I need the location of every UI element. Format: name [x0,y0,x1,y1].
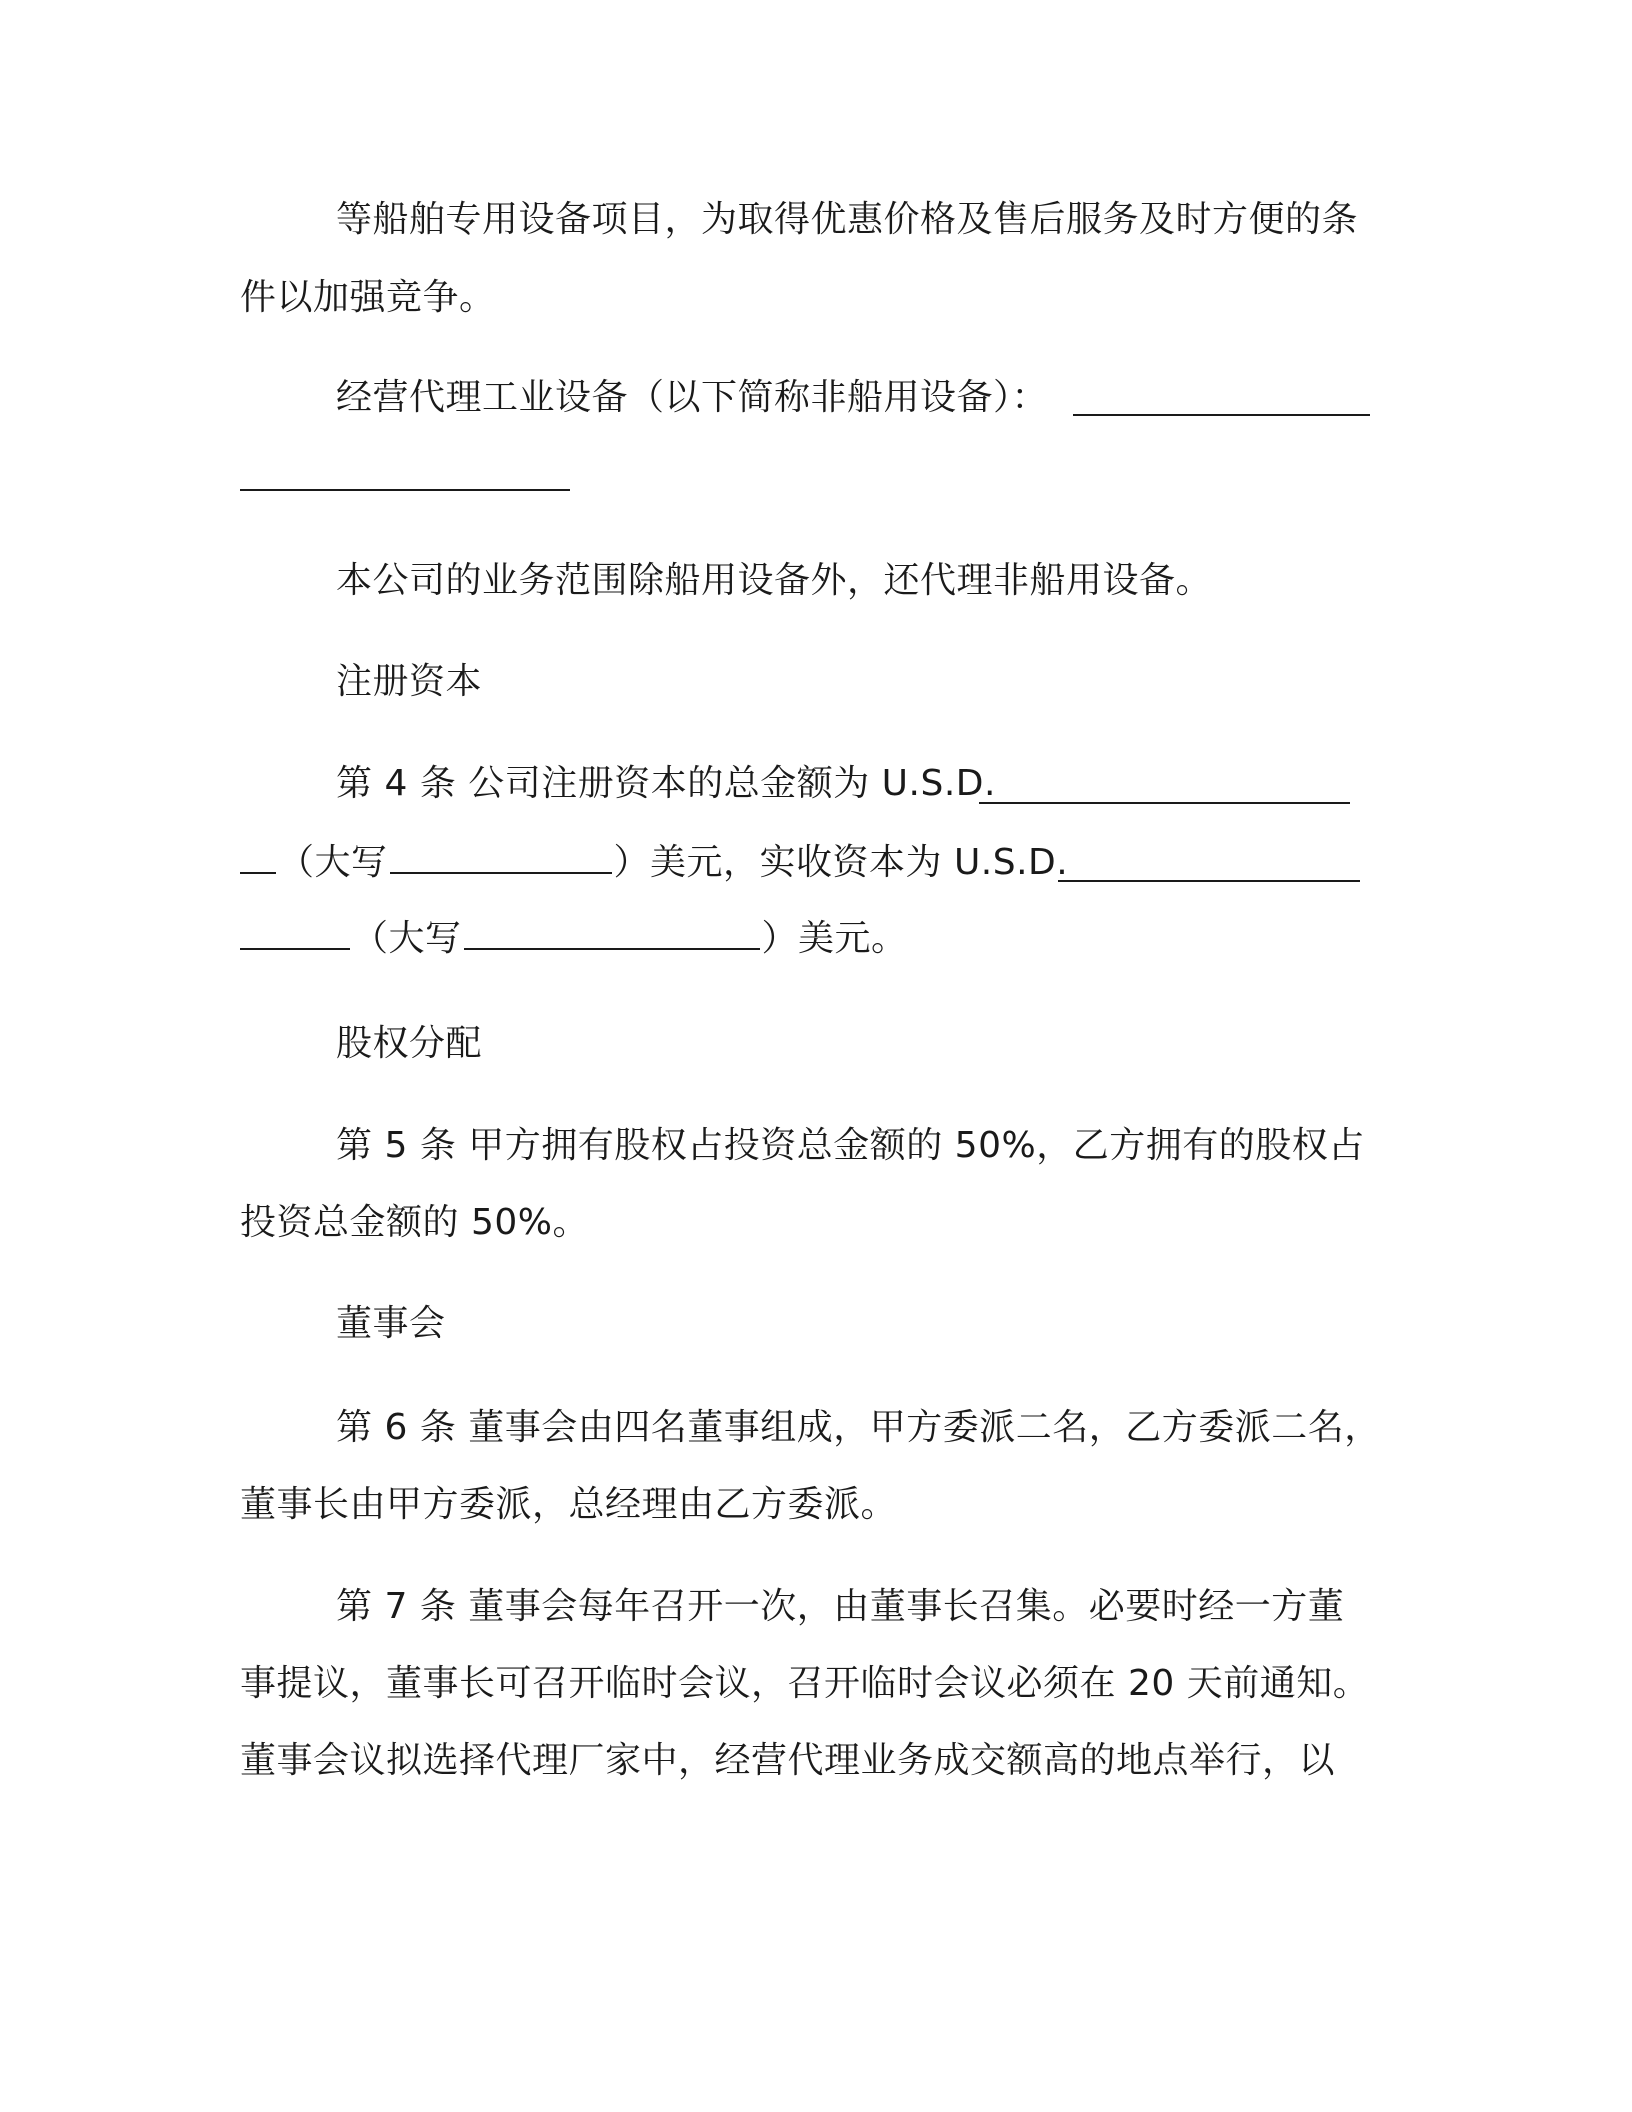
section-heading: 注册资本 [336,661,483,702]
article-line [240,838,1068,887]
article-line [336,760,996,808]
fill-in-blank [1073,414,1370,416]
article-text: 第 4 条 公司注册资本的总金额为 U.S.D. [336,763,996,804]
article-text: ）美元，实收资本为 U.S.D. [613,842,1069,883]
fill-in-blank [464,914,760,950]
article-line: 第 6 条 董事会由四名董事组成，甲方委派二名，乙方委派二名， [336,1407,1381,1448]
paragraph-line: 等船舶专用设备项目，为取得优惠价格及售后服务及时方便的条 [336,199,1359,240]
article-text: （大写 [352,918,462,959]
article-line: 董事会议拟选择代理厂家中，经营代理业务成交额高的地点举行，以 [240,1740,1336,1781]
fill-in-blank [1058,880,1360,882]
article-line [240,914,908,963]
article-text: （大写 [278,842,388,883]
fill-in-blank [240,489,570,491]
fill-in-blank [240,838,276,874]
article-text: ）美元。 [761,918,908,959]
article-line: 第 5 条 甲方拥有股权占投资总金额的 50%，乙方拥有的股权占 [336,1125,1365,1166]
article-line: 事提议，董事长可召开临时会议，召开临时会议必须在 20 天前通知。 [240,1663,1370,1704]
paragraph-line: 本公司的业务范围除船用设备外，还代理非船用设备。 [336,560,1213,601]
paragraph-line: 经营代理工业设备（以下简称非船用设备）： [336,377,1049,418]
section-heading: 股权分配 [336,1023,483,1064]
fill-in-blank [240,914,350,950]
fill-in-blank [979,802,1350,804]
section-heading: 董事会 [336,1303,446,1344]
article-line: 董事长由甲方委派，总经理由乙方委派。 [240,1484,898,1525]
article-line: 第 7 条 董事会每年召开一次，由董事长召集。必要时经一方董 [336,1586,1345,1627]
paragraph-line: 件以加强竞争。 [240,277,496,318]
fill-in-blank [390,838,612,874]
article-line: 投资总金额的 50%。 [240,1202,589,1243]
